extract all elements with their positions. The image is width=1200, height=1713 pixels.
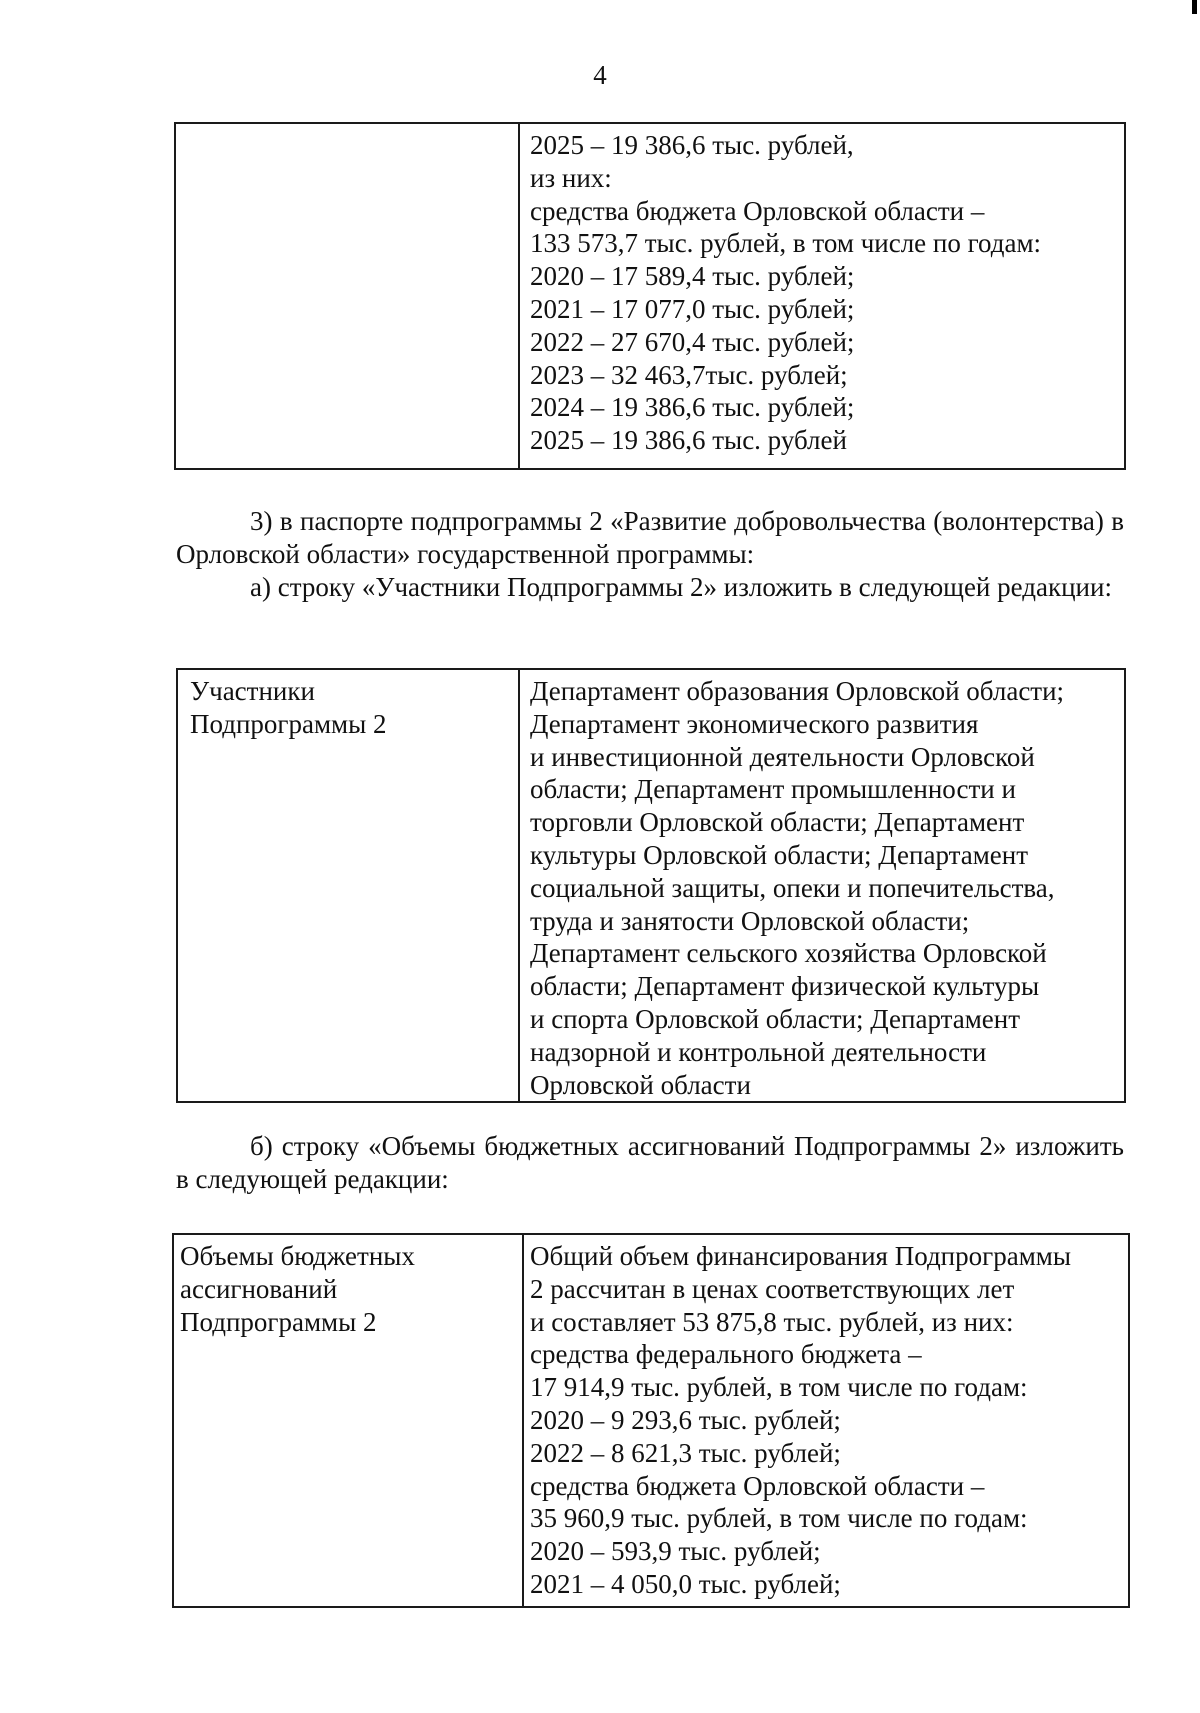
table1-line: 2022 – 27 670,4 тыс. рублей; bbox=[530, 326, 855, 357]
table1-line: из них: bbox=[530, 162, 612, 193]
table1-line: 2021 – 17 077,0 тыс. рублей; bbox=[530, 293, 855, 324]
budget-line: и составляет 53 875,8 тыс. рублей, из них: bbox=[530, 1306, 1014, 1337]
participants-line: культуры Орловской области; Департамент bbox=[530, 839, 1029, 870]
table1-line: 2025 – 19 386,6 тыс. рублей bbox=[530, 425, 847, 456]
budget-label-line: Подпрограммы 2 bbox=[180, 1306, 377, 1337]
budget-allocations-table bbox=[172, 1233, 1130, 1608]
budget-label-cell bbox=[173, 1234, 523, 1607]
participants-label-line: Участники bbox=[190, 676, 315, 706]
participants-label-line: Подпрограммы 2 bbox=[190, 708, 387, 739]
budget-line: Общий объем финансирования Подпрограммы bbox=[530, 1241, 1072, 1271]
table1-line: средства бюджета Орловской области – bbox=[530, 195, 985, 226]
table1-line: 2020 – 17 589,4 тыс. рублей; bbox=[530, 261, 855, 292]
table1-line: 133 573,7 тыс. рублей, в том числе по годам: bbox=[530, 228, 1042, 259]
participants-line: труда и занятости Орловской области; bbox=[530, 905, 970, 936]
page-number: 4 bbox=[593, 60, 607, 90]
participants-line: надзорной и контрольной деятельности bbox=[530, 1036, 987, 1067]
budget-line: средства бюджета Орловской области – bbox=[530, 1470, 985, 1501]
budget-line: 2021 – 4 050,0 тыс. рублей; bbox=[530, 1568, 841, 1599]
participants-value-cell bbox=[519, 669, 1125, 1102]
budget-line: 2022 – 8 621,3 тыс. рублей; bbox=[530, 1437, 841, 1468]
participants-line: Орловской области bbox=[530, 1069, 751, 1100]
participants-line: и спорта Орловской области; Департамент bbox=[530, 1003, 1021, 1034]
budget-value-cell bbox=[523, 1234, 1129, 1607]
budget-line: средства федерального бюджета – bbox=[530, 1339, 922, 1370]
budget-label-line: ассигнований bbox=[180, 1273, 338, 1304]
participants-line: социальной защиты, опеки и попечительства, bbox=[530, 872, 1055, 903]
table1-left-cell bbox=[175, 123, 519, 469]
budget-line: 2020 – 593,9 тыс. рублей; bbox=[530, 1536, 821, 1567]
budget-line: 2 рассчитан в ценах соответствующих лет bbox=[530, 1273, 1015, 1304]
table1-line: 2023 – 32 463,7тыс. рублей; bbox=[530, 359, 848, 390]
participants-table bbox=[176, 668, 1126, 1103]
budget-line: 2020 – 9 293,6 тыс. рублей; bbox=[530, 1404, 841, 1435]
item-b: б) строку «Объемы бюджетных ассигнований Подпрограммы 2» изложить в следующей редакции: bbox=[176, 1131, 1124, 1194]
participants-line: Департамент экономического развития bbox=[530, 708, 979, 739]
section3-intro: 3) в паспорте подпрограммы 2 «Развитие добровольчества (волонтерства) в Орловской области» государственной программы: bbox=[176, 506, 1124, 569]
participants-line: Департамент образования Орловской области; bbox=[530, 676, 1065, 706]
participants-label-cell bbox=[177, 669, 519, 1102]
table1-line: 2025 – 19 386,6 тыс. рублей, bbox=[530, 130, 854, 160]
budget-line: 17 914,9 тыс. рублей, в том числе по годам: bbox=[530, 1372, 1028, 1403]
participants-line: области; Департамент физической культуры bbox=[530, 971, 1040, 1002]
budget-line: 35 960,9 тыс. рублей, в том числе по годам: bbox=[530, 1503, 1028, 1534]
table1-line: 2024 – 19 386,6 тыс. рублей; bbox=[530, 392, 855, 423]
financing-table-continued bbox=[174, 122, 1126, 470]
participants-line: Департамент сельского хозяйства Орловской bbox=[530, 938, 1047, 969]
budget-label-line: Объемы бюджетных bbox=[180, 1241, 415, 1271]
participants-line: и инвестиционной деятельности Орловской bbox=[530, 741, 1035, 772]
table1-right-cell bbox=[519, 123, 1125, 469]
participants-line: торговли Орловской области; Департамент bbox=[530, 807, 1025, 838]
scan-edge-mark bbox=[1192, 0, 1197, 14]
participants-line: области; Департамент промышленности и bbox=[530, 774, 1016, 805]
section3-item-a: а) строку «Участники Подпрограммы 2» изложить в следующей редакции: bbox=[250, 572, 1112, 602]
